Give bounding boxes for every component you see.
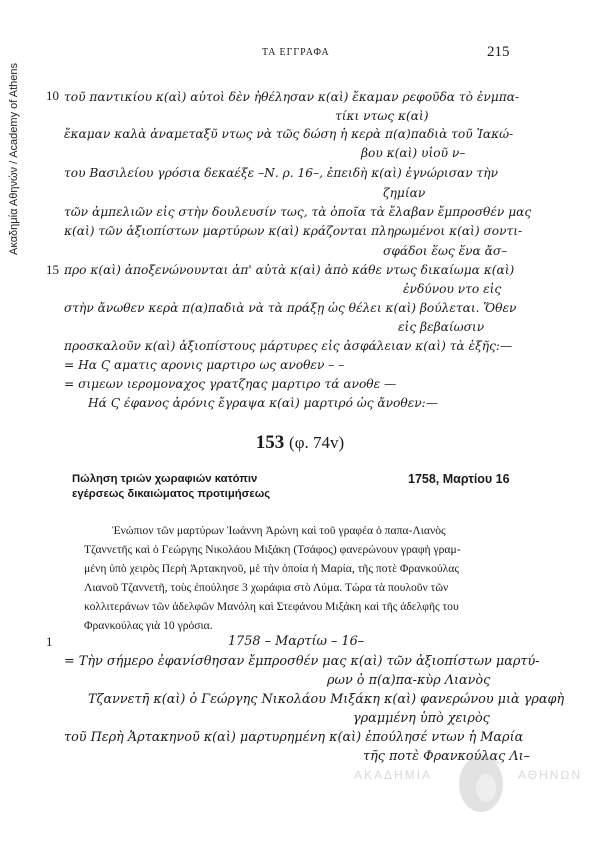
text-line: = Τὴν σήμερο ἐφανίσθησαν ἔμπροσθέν μας κ(αὶ) τῶν ἀξιοπίστων μαρτύ-	[64, 654, 540, 669]
text-line: στὴν ἄνωθεν κερὰ π(α)παδιὰ νὰ τὰ πράξῃ ὡς θέλει κ(αὶ) βούλεται. Ὅθεν	[64, 301, 517, 315]
text-line: γραμμένη ὑπὸ χειρὸς	[353, 711, 490, 726]
text-line: ἐνδύνου ντο εἰς	[403, 282, 502, 296]
text-line: τῶν ἀμπελιῶν εἰς στὴν δουλευσίν τως, τὰ ὁποῖα τὰ ἔλαβαν ἔμπροσθέν μας	[64, 205, 532, 219]
text-line: ρων ὁ π(α)πα-κὺρ Λιανὸς	[327, 673, 491, 688]
text-line: εἰς βεβαίωσιν	[398, 320, 485, 334]
page-number: 215	[487, 44, 510, 60]
text-line: Ηά Ϛ έφανος ἀρόνις ἔγραψα κ(αὶ) μαρτιρό ὡς ἄνοθεν:—	[88, 396, 438, 410]
text-line: τοῦ παντικίου κ(αὶ) αὐτοὶ δὲν ἠθέλησαν κ(αὶ) ἔκαμαν ρεφοῦδα τὸ ἐνμπα-	[64, 90, 520, 104]
text-line: = σιμεων ιερομοναχος γρατζηας μαρτιρο τά ανοθε —	[64, 377, 397, 391]
text-line: ζημίαν	[383, 186, 426, 200]
watermark-text-left: ΑΚΑΔΗΜΙΑ	[354, 768, 433, 782]
line-number-15: 15	[46, 262, 59, 277]
regest-line: Φρανκούλας γιὰ 10 γρόσια.	[84, 619, 213, 632]
text-line: Τζαννετῆ κ(αὶ) ὁ Γεώργης Νικολάου Μιξάκη κ(αὶ) φανερώνου μιὰ γραφὴ	[88, 692, 565, 707]
summary-line: Πώληση τριών χωραφιών κατόπιν	[72, 473, 258, 485]
watermark-text-right: ΑΘΗΝΩΝ	[518, 768, 583, 782]
running-title: ΤΑ ΕΓΓΡΑΦΑ	[262, 47, 330, 58]
text-line: σφάδοι ἕως ἕνα ἄσ–	[383, 244, 508, 258]
athena-head-icon	[446, 742, 516, 822]
line-number-1: 1	[46, 634, 53, 649]
text-line: βου κ(αὶ) υἱοῦ ν–	[361, 146, 466, 160]
text-line: προ κ(αὶ) ἀποξενώνουνται ἀπ' αὐτὰ κ(αὶ) ἀπὸ κάθε ντως δικαίωμα κ(αὶ)	[64, 263, 515, 277]
text-line: προσκαλοῦν κ(αὶ) ἀξιοπίστους μάρτυρες εἰς ἀσφάλειαν κ(αὶ) τὰ ἑξῆς:—	[64, 339, 513, 353]
regest-line: Ἐνώπιον τῶν μαρτύρων Ἰωάννη Ἀρώνη καὶ τοῦ γραφέα ὁ παπα-Λιανὸς	[112, 524, 446, 537]
academy-watermark	[348, 742, 583, 822]
document-date: 1758, Μαρτίου 16	[408, 472, 510, 486]
regest-line: κολλιτεράνων τῶν ἀδελφῶν Μανόλη καὶ Στεφάνου Μιξάκη καὶ τῆς ἀδελφῆς του	[84, 600, 459, 613]
regest-line: Λιανοῦ Τζαννετῆ, τοὺς ἐπούλησε 3 χωράφια στὸ Λύμα. Τώρα τὰ πουλοῦν τῶν	[84, 581, 449, 594]
text-line: τίκι ντως κ(αὶ)	[335, 109, 429, 123]
text-line: τοῦ Περὴ Ἀρτακηνοῦ κ(αὶ) μαρτυρημένη κ(αὶ) ἐπούλησέ ντων ἡ Μαρία	[64, 730, 524, 745]
document-folio: (φ. 74v)	[289, 433, 345, 452]
text-line: του Βασιλείου γρόσια δεκαέξε –Ν. ρ. 16–, ἐπειδὴ κ(αὶ) ἐγνώρισαν τὴν	[64, 166, 499, 180]
text-line: κ(αὶ) τῶν ἀξιοπίστων μαρτύρων κ(αὶ) κράζονται πληρωμένοι κ(αὶ) σοντι-	[64, 224, 523, 238]
regest-line: Τζαννετῆς καὶ ὁ Γεώργης Νικολάου Μιξάκη (Τσάφος) φανερώνουν γραφὴ γραμ-	[84, 543, 461, 556]
text-line: 1758 – Μαρτίω – 16–	[228, 634, 365, 649]
regest-line: μένη ὑπὸ χειρὸς Περὴ Ἀρτακηνοῦ, μὲ τὴν ὁποία ἡ Μαρία, τῆς ποτὲ Φρανκούλας	[84, 562, 459, 575]
document-summary	[72, 472, 270, 502]
line-number-10: 10	[46, 88, 59, 103]
text-line: ἔκαμαν καλὰ ἀναμεταξῦ ντως νὰ τῶς δώση ἡ κερὰ π(α)παδιὰ τοῦ Ἰακώ-	[64, 127, 514, 141]
text-line: = Ηα Ϛ αματις αρονις μαρτιρο ως ανοθεν – –	[64, 358, 345, 372]
document-number: 153	[255, 432, 285, 453]
document-regest	[84, 521, 524, 635]
document-title	[0, 432, 600, 454]
text-line: τῆς ποτὲ Φρανκούλας Λι–	[363, 749, 531, 764]
institution-sidebar-label: Ακαδημία Αθηνών / Academy of Athens	[8, 62, 20, 255]
summary-line: εγέρσεως δικαιώματος προτιμήσεως	[72, 488, 271, 500]
